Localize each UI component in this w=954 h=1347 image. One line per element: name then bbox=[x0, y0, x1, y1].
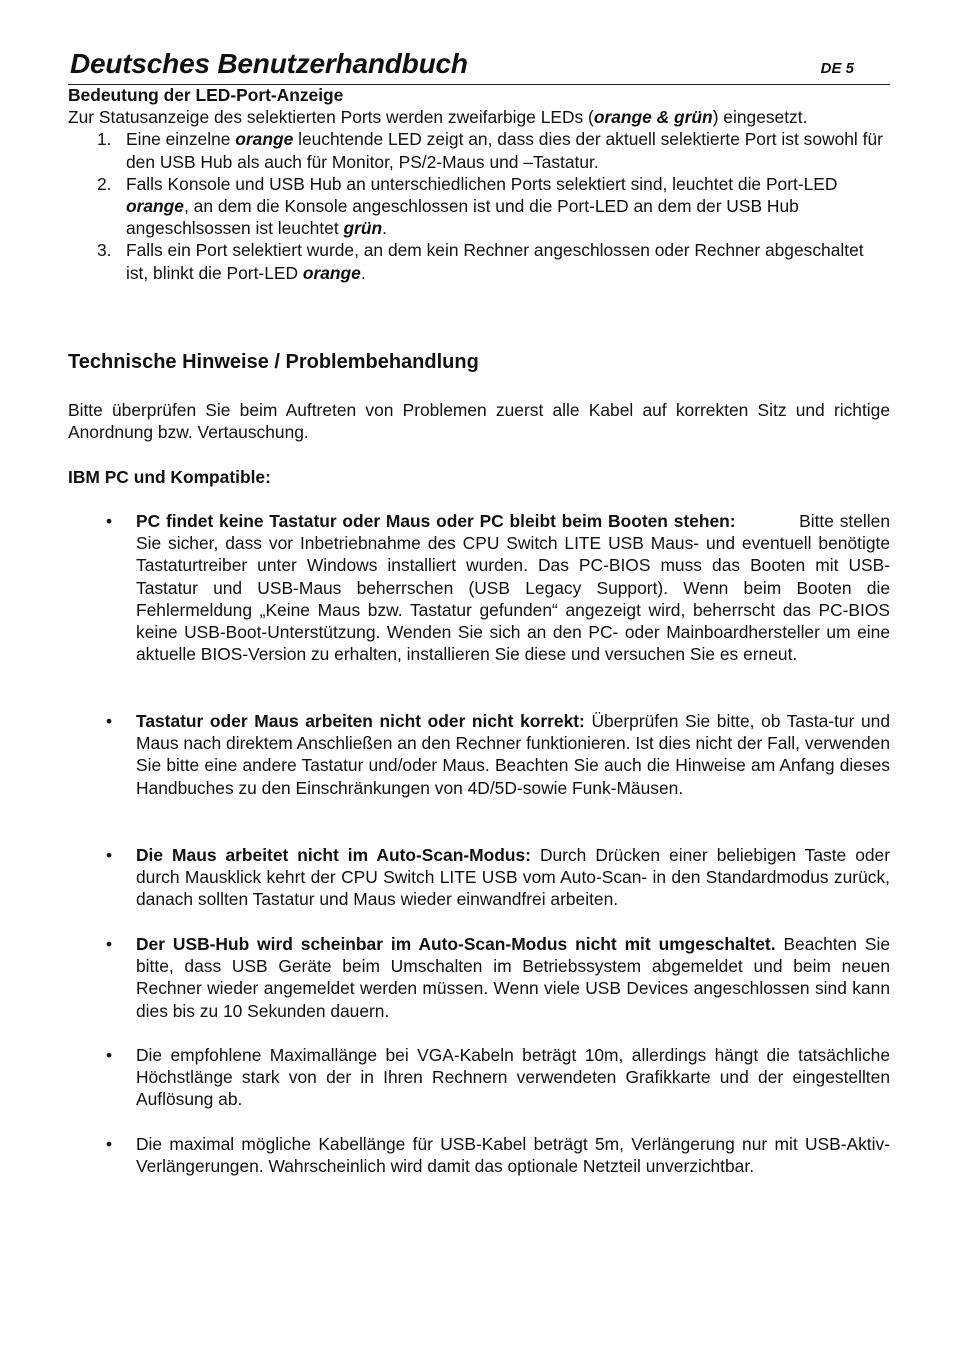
list-text: Falls ein Port selektiert wurde, an dem kein Rechner angeschlossen oder Rechner abgeschaltet ist, blinkt die Port-LED bbox=[126, 240, 864, 283]
led-section bbox=[68, 84, 890, 284]
page-header bbox=[68, 48, 890, 85]
bullet-text: Bitte stellen Sie sicher, dass vor Inbetriebnahme des CPU Switch LITE USB Maus- und eventuell benötigte Tastaturtreiber unter Windows installiert wurden. Das PC-BIOS muss das Booten mit USB-Tastatur und USB-Maus beherrschen (USB Legacy Support). Wenn beim Booten die Fehlermeldung „Keine Maus bzw. Tastatur gefunden“ angezeigt wird, beherrscht das PC-BIOS keine USB-Boot-Unterstützung. Wenden Sie sich an den PC- oder Mainboardhersteller um eine aktuelle BIOS-Version zu erhalten, installieren Sie diese und versuchen Sie es erneut. bbox=[136, 511, 890, 665]
led-list bbox=[68, 128, 890, 283]
bullet-icon: • bbox=[106, 1134, 113, 1154]
bullet-bold: Tastatur oder Maus arbeiten nicht oder nicht korrekt: bbox=[136, 711, 585, 731]
section-heading: Technische Hinweise / Problembehandlung bbox=[68, 351, 479, 373]
list-emphasis: orange bbox=[126, 196, 184, 217]
bullet-icon: • bbox=[106, 845, 113, 865]
list-text: Falls Konsole und USB Hub an unterschiedlichen Ports selektiert sind, leuchtet die Port-LED bbox=[126, 173, 838, 194]
bullet-item bbox=[68, 510, 890, 665]
bullet-icon: • bbox=[106, 934, 113, 954]
led-intro-text: Zur Statusanzeige des selektierten Ports werden zweifarbige LEDs ( bbox=[68, 107, 594, 128]
bullet-item bbox=[68, 844, 890, 911]
led-list-item bbox=[68, 239, 890, 283]
bullet-item bbox=[68, 933, 890, 1022]
page-title: Deutsches Benutzerhandbuch bbox=[70, 48, 468, 79]
led-heading: Bedeutung der LED-Port-Anzeige bbox=[68, 85, 344, 105]
bullet-bold: PC findet keine Tastatur oder Maus oder PC bleibt beim Booten stehen: bbox=[136, 511, 736, 531]
troubleshooting-intro: Bitte überprüfen Sie beim Auftreten von Problemen zuerst alle Kabel auf korrekten Sitz und richtige Anordnung bzw. Vertauschung. bbox=[68, 400, 890, 443]
led-list-item bbox=[68, 173, 890, 240]
bullet-text: Die empfohlene Maximallänge bei VGA-Kabeln beträgt 10m, allerdings hängt die tatsächliche Höchstlänge stark von der in Ihren Rechnern verwendeten Grafikkarte und der eingestellten Auflösung ab. bbox=[136, 1045, 890, 1110]
led-intro-emphasis: orange & grün bbox=[593, 107, 713, 128]
bullet-text: Überprüfen Sie bitte, ob Tasta-tur und Maus nach direktem Anschließen an den Rechner funktionieren. Ist dies nicht der Fall, verwenden Sie bitte eine andere Tastatur und/oder Maus. Beachten Sie auch die Hinweise am Anfang dieses Handbuches zu den Einschränkungen von 4D/5D-sowie Funk-Mäusen. bbox=[136, 711, 890, 798]
subsection-heading: IBM PC und Kompatible: bbox=[68, 467, 271, 487]
led-list-item bbox=[68, 128, 890, 172]
bullet-icon: • bbox=[106, 511, 113, 531]
bullet-bold: Die Maus arbeitet nicht im Auto-Scan-Modus: bbox=[136, 845, 531, 865]
bullet-icon: • bbox=[106, 1045, 113, 1065]
list-text: . bbox=[382, 218, 387, 239]
page-number: DE 5 bbox=[820, 60, 854, 77]
list-text: Eine einzelne bbox=[126, 129, 236, 150]
list-text: leuchtende LED zeigt an, dass dies der aktuell selektierte Port ist sowohl für den USB Hub als auch für Monitor, PS/2-Maus und –Tastatur. bbox=[126, 129, 883, 172]
list-number: 2. bbox=[97, 173, 112, 194]
bullet-item bbox=[68, 1044, 890, 1111]
bullet-bold: Der USB-Hub wird scheinbar im Auto-Scan-Modus nicht mit umgeschaltet. bbox=[136, 934, 776, 954]
list-emphasis: orange bbox=[302, 262, 361, 283]
bullet-text: Beachten Sie bitte, dass USB Geräte beim Umschalten im Betriebssystem abgemeldet und beim neuen Rechner wieder angemeldet werden müssen. Wenn viele USB Devices angeschlossen sind kann dies bis zu 10 Sekunden dauern. bbox=[136, 934, 890, 1021]
bullet-text: Durch Drücken einer beliebigen Taste oder durch Mausklick kehrt der CPU Switch LITE USB vom Auto-Scan- in den Standardmodus zurück, danach sollten Tastatur und Maus wieder einwandfrei arbeiten. bbox=[136, 845, 890, 910]
list-text: , an dem die Konsole angeschlossen ist und die Port-LED an dem der USB Hub angeschlsossen ist leuchtet bbox=[126, 196, 799, 239]
led-intro bbox=[68, 106, 890, 128]
bullet-item bbox=[68, 710, 890, 799]
list-emphasis: grün bbox=[343, 218, 383, 239]
list-text: . bbox=[360, 262, 366, 283]
bullet-text: Die maximal mögliche Kabellänge für USB-Kabel beträgt 5m, Verlängerung nur mit USB-Aktiv-Verlängerungen. Wahrscheinlich wird damit das optionale Netzteil unverzichtbar. bbox=[136, 1134, 890, 1177]
led-intro-text-end: ) eingesetzt. bbox=[712, 107, 808, 128]
list-number: 1. bbox=[97, 129, 112, 150]
list-emphasis: orange bbox=[235, 129, 294, 150]
list-number: 3. bbox=[97, 240, 112, 261]
bullet-item bbox=[68, 1133, 890, 1177]
bullet-icon: • bbox=[106, 711, 113, 731]
